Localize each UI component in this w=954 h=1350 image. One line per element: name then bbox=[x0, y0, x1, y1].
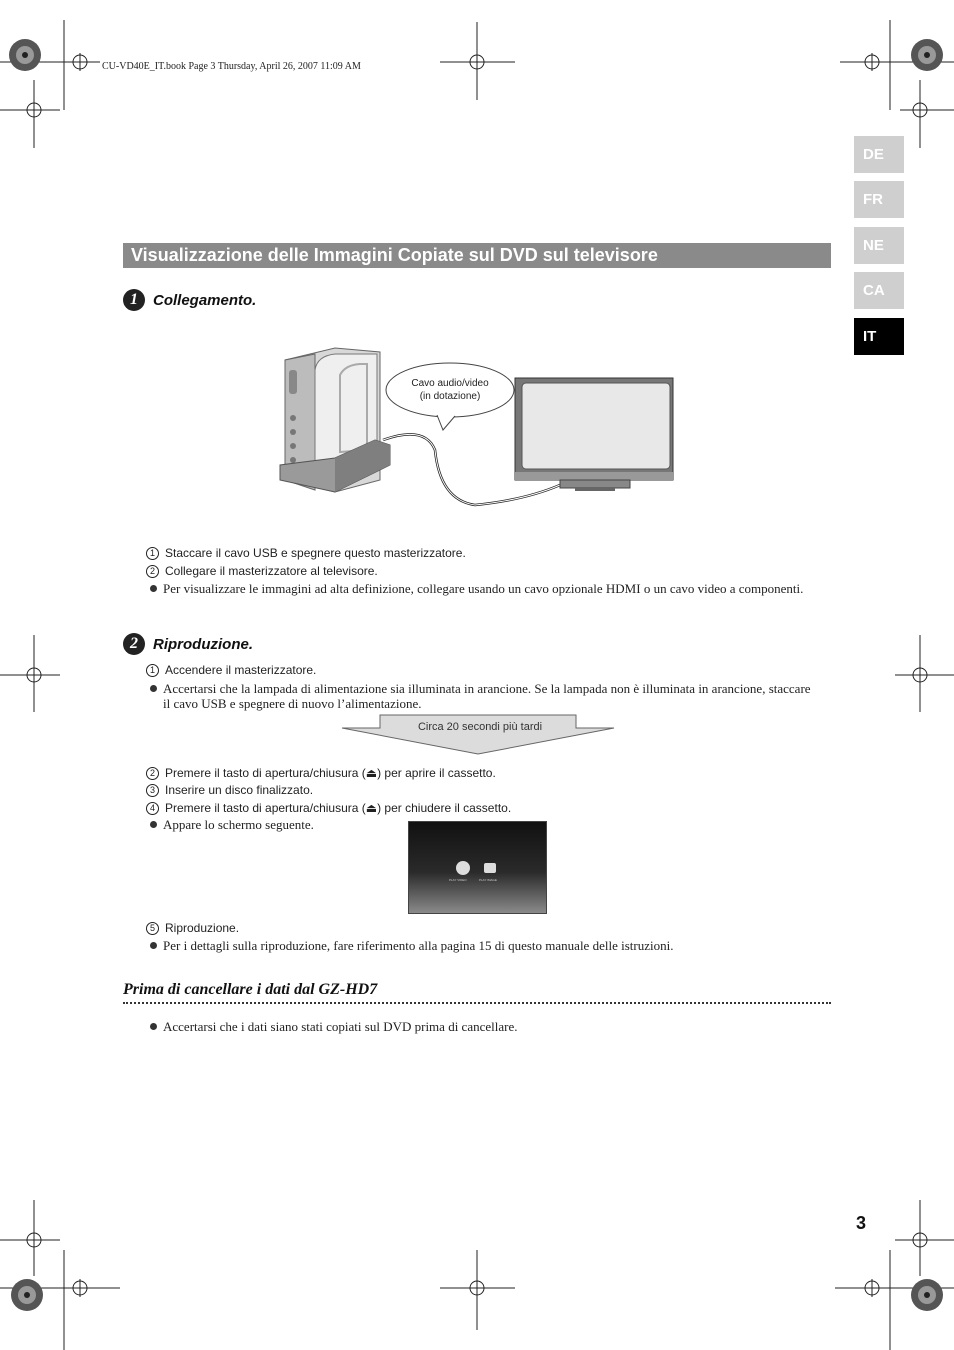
step2-bullet-3 bbox=[150, 938, 820, 953]
step1-item-1-text: Staccare il cavo USB e spegnere questo masterizzatore. bbox=[165, 546, 466, 560]
camera-icon bbox=[484, 863, 496, 873]
step2-item-1 bbox=[146, 663, 316, 678]
step2-bullet-2-text: Appare lo schermo seguente. bbox=[163, 817, 314, 832]
bullet-dot bbox=[150, 685, 157, 692]
print-header: CU-VD40E_IT.book Page 3 Thursday, April 26, 2007 11:09 AM bbox=[102, 61, 361, 72]
step2-bullet-1-text: Accertarsi che la lampada di alimentazione sia illuminata in arancione. Se la lampada non è illuminata in arancione, staccare il cavo USB e spegnere di nuovo l’alimentazione. bbox=[163, 681, 811, 711]
step2-item-5-text: Riproduzione. bbox=[165, 921, 240, 935]
step2-bullet-3-text: Per i dettagli sulla riproduzione, fare riferimento alla pagina 15 di questo manuale delle istruzioni. bbox=[163, 938, 674, 953]
step2-item-4 bbox=[146, 801, 511, 816]
lang-tab-ca[interactable]: CA bbox=[854, 272, 904, 309]
section-title: Visualizzazione delle Immagini Copiate sul DVD sul televisore bbox=[123, 243, 831, 268]
step1-title: Collegamento. bbox=[153, 291, 257, 309]
lang-tab-ne[interactable]: NE bbox=[854, 227, 904, 264]
subsection-bullet-text: Accertarsi che i dati siano stati copiati sul DVD prima di cancellare. bbox=[163, 1019, 518, 1034]
bullet-dot bbox=[150, 821, 157, 828]
step2-item-2-text: Premere il tasto di apertura/chiusura (⏏) per aprire il cassetto. bbox=[165, 766, 496, 780]
step2-title: Riproduzione. bbox=[153, 635, 253, 653]
subsection-bullet bbox=[150, 1019, 820, 1034]
play-video-label: PLAY VIDEO bbox=[449, 878, 467, 882]
step2-item-3 bbox=[146, 783, 313, 798]
video-icon bbox=[456, 861, 470, 875]
step1-item-1 bbox=[146, 546, 466, 561]
lang-tab-it[interactable]: IT bbox=[854, 318, 904, 355]
step1-heading bbox=[123, 289, 256, 311]
step2-item-4-text: Premere il tasto di apertura/chiusura (⏏) per chiudere il cassetto. bbox=[165, 801, 512, 815]
step1-bullet bbox=[150, 581, 820, 596]
step2-item-3-text: Inserire un disco finalizzato. bbox=[165, 783, 314, 797]
lang-tab-fr[interactable]: FR bbox=[854, 181, 904, 218]
menu-screen-image bbox=[408, 821, 547, 914]
dotted-divider bbox=[123, 1002, 831, 1004]
step2-item-2-num: 2 bbox=[146, 767, 159, 780]
subsection-title: Prima di cancellare i dati dal GZ-HD7 bbox=[123, 981, 378, 998]
step1-number: 1 bbox=[123, 289, 145, 311]
step2-item-2 bbox=[146, 766, 496, 781]
step1-item-2 bbox=[146, 564, 378, 579]
step2-number: 2 bbox=[123, 633, 145, 655]
step2-item-5 bbox=[146, 921, 239, 936]
arrow-label: Circa 20 secondi più tardi bbox=[417, 721, 543, 733]
step2-item-3-num: 3 bbox=[146, 784, 159, 797]
step2-bullet-1 bbox=[150, 681, 820, 711]
step2-item-1-num: 1 bbox=[146, 664, 159, 677]
bullet-dot bbox=[150, 1023, 157, 1030]
lang-tab-de[interactable]: DE bbox=[854, 136, 904, 173]
callout-text-line2: (in dotazione) bbox=[419, 391, 481, 402]
bullet-dot bbox=[150, 585, 157, 592]
step2-item-5-num: 5 bbox=[146, 922, 159, 935]
step1-item-1-num: 1 bbox=[146, 547, 159, 560]
connection-diagram bbox=[275, 340, 685, 515]
step2-item-1-text: Accendere il masterizzatore. bbox=[165, 663, 317, 677]
step1-bullet-text: Per visualizzare le immagini ad alta definizione, collegare usando un cavo opzionale HDMI o un cavo video a componenti. bbox=[163, 581, 804, 596]
bullet-dot bbox=[150, 942, 157, 949]
step1-item-2-num: 2 bbox=[146, 565, 159, 578]
step2-heading bbox=[123, 633, 253, 655]
page-number: 3 bbox=[856, 1213, 867, 1233]
play-image-label: PLAY IMAGE bbox=[479, 878, 497, 882]
step1-item-2-text: Collegare il masterizzatore al televisore. bbox=[165, 564, 378, 578]
callout-text-line1: Cavo audio/video bbox=[411, 378, 489, 389]
step2-item-4-num: 4 bbox=[146, 802, 159, 815]
